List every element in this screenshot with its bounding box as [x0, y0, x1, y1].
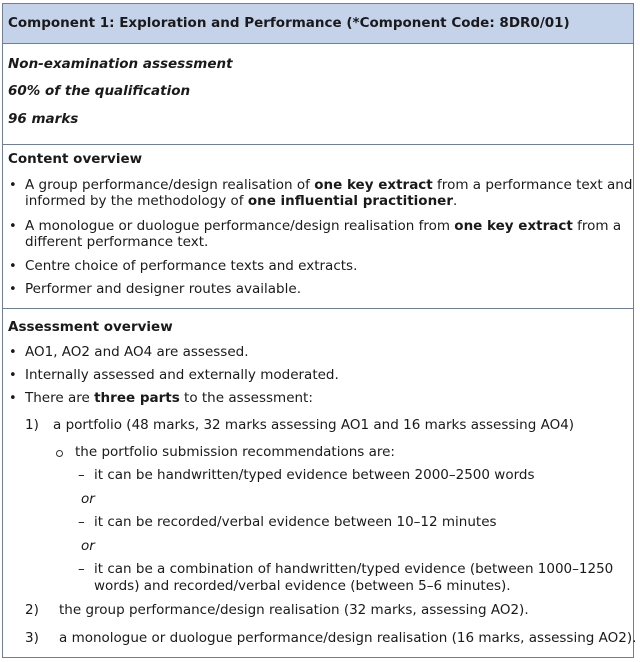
or-separator-1: or: [81, 491, 95, 507]
content-bullet-1-line-1: A group performance/design realisation of one key extract from a performance text and: [25, 177, 633, 193]
part-3-text: a monologue or duologue performance/design realisation (16 marks, assessing AO2).: [59, 630, 637, 646]
bullet-icon: •: [9, 259, 17, 274]
recommendation-2: it can be recorded/verbal evidence between 10–12 minutes: [94, 514, 497, 530]
total-marks: 96 marks: [8, 111, 79, 127]
dash-icon: –: [78, 514, 85, 530]
recommendation-3-line-1: it can be a combination of handwritten/typed evidence (between 1000–1250: [94, 561, 614, 577]
dash-icon: –: [78, 561, 85, 577]
part-1-text: a portfolio (48 marks, 32 marks assessing AO1 and 16 marks assessing AO4): [53, 417, 575, 433]
component-title: Component 1: Exploration and Performance (*Component Code: 8DR0/01): [8, 15, 570, 31]
or-separator-2: or: [81, 538, 95, 554]
content-bullet-3: Centre choice of performance texts and extracts.: [25, 258, 358, 274]
portfolio-recommendations: the portfolio submission recommendations are:: [75, 444, 395, 460]
section-divider: [3, 308, 633, 309]
bullet-icon: •: [9, 391, 17, 406]
bullet-icon: •: [9, 368, 17, 383]
assessment-overview-heading: Assessment overview: [8, 319, 173, 335]
part-1-number: 1): [25, 417, 39, 433]
hollow-bullet-icon: [56, 450, 63, 457]
content-bullet-1-line-2: informed by the methodology of one influential practitioner.: [25, 193, 458, 209]
assessment-bullet-3: There are three parts to the assessment:: [25, 390, 313, 406]
recommendation-1: it can be handwritten/typed evidence between 2000–2500 words: [94, 467, 535, 483]
content-bullet-2-line-1: A monologue or duologue performance/design realisation from one key extract from a: [25, 218, 622, 234]
part-3-number: 3): [25, 630, 39, 646]
bullet-icon: •: [9, 282, 17, 297]
recommendation-3-line-2: words) and recorded/verbal evidence (between 5–6 minutes).: [94, 578, 511, 594]
component-header: [3, 4, 633, 44]
section-divider: [3, 144, 633, 145]
bullet-icon: •: [9, 219, 17, 234]
specification-table: [2, 3, 637, 658]
assessment-bullet-2: Internally assessed and externally moderated.: [25, 367, 339, 383]
part-2-text: the group performance/design realisation (32 marks, assessing AO2).: [59, 602, 529, 618]
part-2-number: 2): [25, 602, 39, 618]
dash-icon: –: [78, 467, 85, 483]
qualification-weight: 60% of the qualification: [8, 83, 191, 99]
bullet-icon: •: [9, 178, 17, 193]
assessment-bullet-1: AO1, AO2 and AO4 are assessed.: [25, 344, 249, 360]
bullet-icon: •: [9, 345, 17, 360]
nea-label: Non-examination assessment: [8, 56, 233, 72]
content-bullet-4: Performer and designer routes available.: [25, 281, 301, 297]
content-overview-heading: Content overview: [8, 151, 143, 167]
content-bullet-2-line-2: different performance text.: [25, 234, 209, 250]
